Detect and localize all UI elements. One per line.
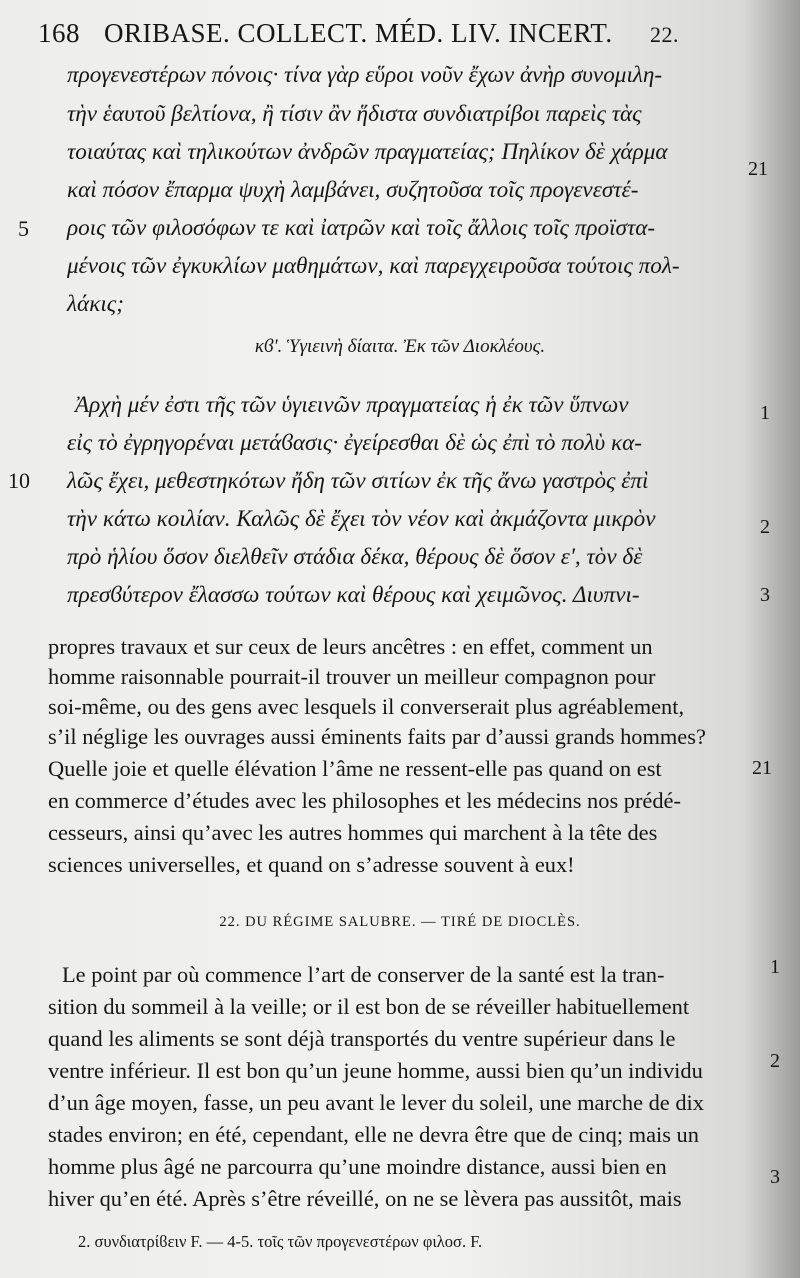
paragraph-number: 1 <box>760 402 770 424</box>
greek-line: καὶ πόσον ἔπαρμα ψυχὴ λαμβάνει, συζητοῦσα τοῖς προγενεστέ- <box>67 177 639 203</box>
paragraph-number: 3 <box>770 1166 780 1188</box>
french-line: soi-même, ou des gens avec lesquels il converserait plus agréablement, <box>48 694 685 719</box>
greek-line: προγενεστέρων πόνοις· τίνα γὰρ εὕροι νοῦν ἔχων ἀνὴρ συνομιλη- <box>67 62 663 88</box>
greek-line: πρεσϐύτερον ἔλασσω τούτων καὶ θέρους καὶ χειμῶνος. Διυπνι- <box>67 582 640 608</box>
paragraph-number: 21 <box>752 757 772 779</box>
paragraph-number: 21 <box>748 158 768 180</box>
chapter-number: 22. <box>650 22 679 47</box>
paragraph-number: 3 <box>760 584 770 606</box>
french-line: sciences universelles, et quand on s’adresse souvent à eux! <box>48 852 575 877</box>
french-line: sition du sommeil à la veille; or il est bon de se réveiller habituellement <box>48 994 690 1019</box>
french-line: en commerce d’études avec les philosophes et les médecins nos prédé- <box>48 788 681 813</box>
greek-line: τὴν ἑαυτοῦ βελτίονα, ἢ τίσιν ἂν ἥδιστα συνδιατρίβοι παρεὶς τὰς <box>67 101 642 127</box>
french-line: Quelle joie et quelle élévation l’âme ne ressent-elle pas quand on est <box>48 756 662 781</box>
paragraph-number: 2 <box>760 516 770 538</box>
line-number: 10 <box>8 468 30 493</box>
french-line: Le point par où commence l’art de conserver de la santé est la tran- <box>62 962 665 987</box>
greek-line: τὴν κάτω κοιλίαν. Καλῶς δὲ ἔχει τὸν νέον καὶ ἀκμάζοντα μικρὸν <box>67 506 656 532</box>
french-line: d’un âge moyen, fasse, un peu avant le lever du soleil, une marche de dix <box>48 1090 704 1115</box>
french-line: s’il néglige les ouvrages aussi éminents faits par d’aussi grands hommes? <box>48 724 706 749</box>
paragraph-number: 2 <box>770 1050 780 1072</box>
french-line: propres travaux et sur ceux de leurs ancêtres : en effet, comment un <box>48 634 653 659</box>
french-line: homme raisonnable pourrait-il trouver un meilleur compagnon pour <box>48 664 656 689</box>
greek-line: λάκις; <box>67 291 124 317</box>
page-number: 168 <box>38 18 80 48</box>
french-chapter-heading: 22. DU RÉGIME SALUBRE. — TIRÉ DE DIOCLÈS. <box>219 914 581 930</box>
running-head <box>38 14 738 50</box>
line-number: 5 <box>18 216 29 241</box>
french-line: hiver qu’en été. Après s’être réveillé, on ne se lèvera pas aussitôt, mais <box>48 1186 682 1211</box>
running-title: ORIBASE. COLLECT. MÉD. LIV. INCERT. <box>104 18 613 48</box>
footnote: 2. συνδιατρίϐειν F. — 4-5. τοῖς τῶν προγενεστέρων φιλοσ. F. <box>78 1232 483 1251</box>
french-line: homme plus âgé ne parcourra qu’une moindre distance, aussi bien en <box>48 1154 667 1179</box>
greek-chapter-heading: κϐʹ. Ὑγιεινὴ δίαιτα. Ἐκ τῶν Διοκλέους. <box>254 336 546 357</box>
greek-line: Ἀρχὴ μέν ἐστι τῆς τῶν ὑγιεινῶν πραγματείας ἡ ἐκ τῶν ὕπνων <box>75 392 629 418</box>
greek-line: πρὸ ἡλίου ὅσον διελθεῖν στάδια δέκα, θέρους δὲ ὅσον εʹ, τὸν δὲ <box>67 544 643 570</box>
greek-line: μένοις τῶν ἐγκυκλίων μαθημάτων, καὶ παρεγχειροῦσα τούτοις πολ- <box>67 253 680 279</box>
paragraph-number: 1 <box>770 956 780 978</box>
greek-line: λῶς ἔχει, μεθεστηκότων ἤδη τῶν σιτίων ἐκ τῆς ἄνω γαστρὸς ἐπὶ <box>67 468 649 494</box>
greek-line: ροις τῶν φιλοσόφων τε καὶ ἰατρῶν καὶ τοῖς ἄλλοις τοῖς προϊστα- <box>67 215 656 241</box>
french-line: ventre inférieur. Il est bon qu’un jeune homme, aussi bien qu’un individu <box>48 1058 703 1083</box>
greek-line: εἰς τὸ ἐγρηγορέναι μετάϐασις· ἐγείρεσθαι δὲ ὡς ἐπὶ τὸ πολὺ κα- <box>67 430 642 456</box>
greek-line: τοιαύτας καὶ τηλικούτων ἀνδρῶν πραγματείας; Πηλίκον δὲ χάρμα <box>67 139 668 165</box>
french-line: quand les aliments se sont déjà transportés du ventre supérieur dans le <box>48 1026 676 1051</box>
french-line: stades environ; en été, cependant, elle ne devra être que de cinq; mais un <box>48 1122 699 1147</box>
french-line: cesseurs, ainsi qu’avec les autres hommes qui marchent à la tête des <box>48 820 658 845</box>
